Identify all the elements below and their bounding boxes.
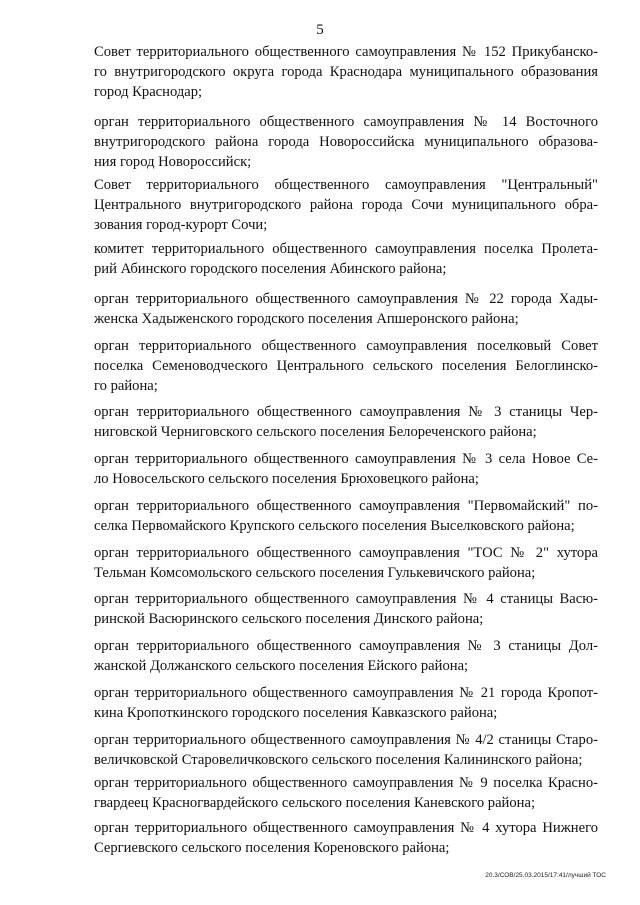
document-footer-code: 20.3/СОВ/25.03.2015/17:41/лучший ТОС <box>485 872 606 879</box>
text-line: орган территориального общественного самоуправления № 4 станицы Васю- <box>94 591 598 607</box>
text-line: орган территориального общественного самоуправления поселковый Совет <box>94 338 598 354</box>
text-line: Тельман Комсомольского сельского поселения Гулькевичского района; <box>94 565 536 581</box>
paragraph-4 <box>94 239 598 279</box>
text-line: селка Первомайского Крупского сельского поселения Выселковского района; <box>94 518 575 534</box>
text-line: орган территориального общественного самоуправления № 3 станицы Чер- <box>94 404 598 420</box>
text-line: орган территориального общественного самоуправления "Первомайский" по- <box>94 498 598 514</box>
text-line: кина Кропоткинского городского поселения Кавказского района; <box>94 705 498 721</box>
paragraph-7 <box>94 402 598 442</box>
paragraph-3 <box>94 175 598 235</box>
paragraph-10 <box>94 543 598 583</box>
text-line: город Краснодар; <box>94 84 203 100</box>
text-line: Совет территориального общественного самоуправления "Центральный" <box>94 177 598 193</box>
text-line: величковской Старовеличковского сельского поселения Калининского района; <box>94 752 583 768</box>
text-line: комитет территориального общественного самоуправления поселка Пролета- <box>94 241 598 257</box>
text-line: гвардеец Красногвардейского сельского поселения Каневского района; <box>94 795 535 811</box>
paragraph-2 <box>94 112 598 172</box>
text-line: орган территориального общественного самоуправления № 4 хутора Нижнего <box>94 820 598 836</box>
text-line: ло Новосельского сельского поселения Брюховецкого района; <box>94 471 479 487</box>
page-number: 5 <box>316 22 324 38</box>
text-line: Сергиевского сельского поселения Кореновского района; <box>94 840 450 856</box>
paragraph-11 <box>94 589 598 629</box>
paragraph-16 <box>94 818 598 858</box>
text-line: Центрального внутригородского района города Сочи муниципального обра- <box>94 197 598 213</box>
text-line: женска Хадыженского городского поселения Апшеронского района; <box>94 311 519 327</box>
text-line: орган территориального общественного самоуправления № 22 города Хады- <box>94 291 598 307</box>
text-line: орган территориального общественного самоуправления № 4/2 станицы Старо- <box>94 732 598 748</box>
text-line: зования город-курорт Сочи; <box>94 217 268 233</box>
text-line: рий Абинского городского поселения Абинского района; <box>94 261 447 277</box>
text-line: ния город Новороссийск; <box>94 154 252 170</box>
text-line: жанской Должанского сельского поселения Ейского района; <box>94 658 469 674</box>
text-line: орган территориального общественного самоуправления № 3 станицы Дол- <box>94 638 598 654</box>
text-line: го района; <box>94 378 158 394</box>
paragraph-8 <box>94 449 598 489</box>
paragraph-9 <box>94 496 598 536</box>
text-line: го внутригородского округа города Краснодара муниципального образования <box>94 64 598 80</box>
paragraph-5 <box>94 289 598 329</box>
text-line: внутригородского района города Новороссийска муниципального образова- <box>94 134 598 150</box>
text-line: ниговской Черниговского сельского поселения Белореченского района; <box>94 424 537 440</box>
paragraph-12 <box>94 636 598 676</box>
paragraph-6 <box>94 336 598 396</box>
text-line: Совет территориального общественного самоуправления № 152 Прикубанско- <box>94 44 598 60</box>
text-line: ринской Васюринского сельского поселения Динского района; <box>94 611 484 627</box>
text-line: орган территориального общественного самоуправления № 3 села Новое Се- <box>94 451 598 467</box>
paragraph-14 <box>94 730 598 770</box>
paragraph-15 <box>94 773 598 813</box>
paragraph-13 <box>94 683 598 723</box>
text-line: орган территориального общественного самоуправления № 9 поселка Красно- <box>94 775 598 791</box>
text-line: поселка Семеноводческого Центрального сельского поселения Белоглинско- <box>94 358 598 374</box>
text-line: орган территориального общественного самоуправления "ТОС № 2" хутора <box>94 545 598 561</box>
text-line: орган территориального общественного самоуправления № 21 города Кропот- <box>94 685 598 701</box>
paragraph-1 <box>94 42 598 102</box>
text-line: орган территориального общественного самоуправления № 14 Восточного <box>94 114 598 130</box>
